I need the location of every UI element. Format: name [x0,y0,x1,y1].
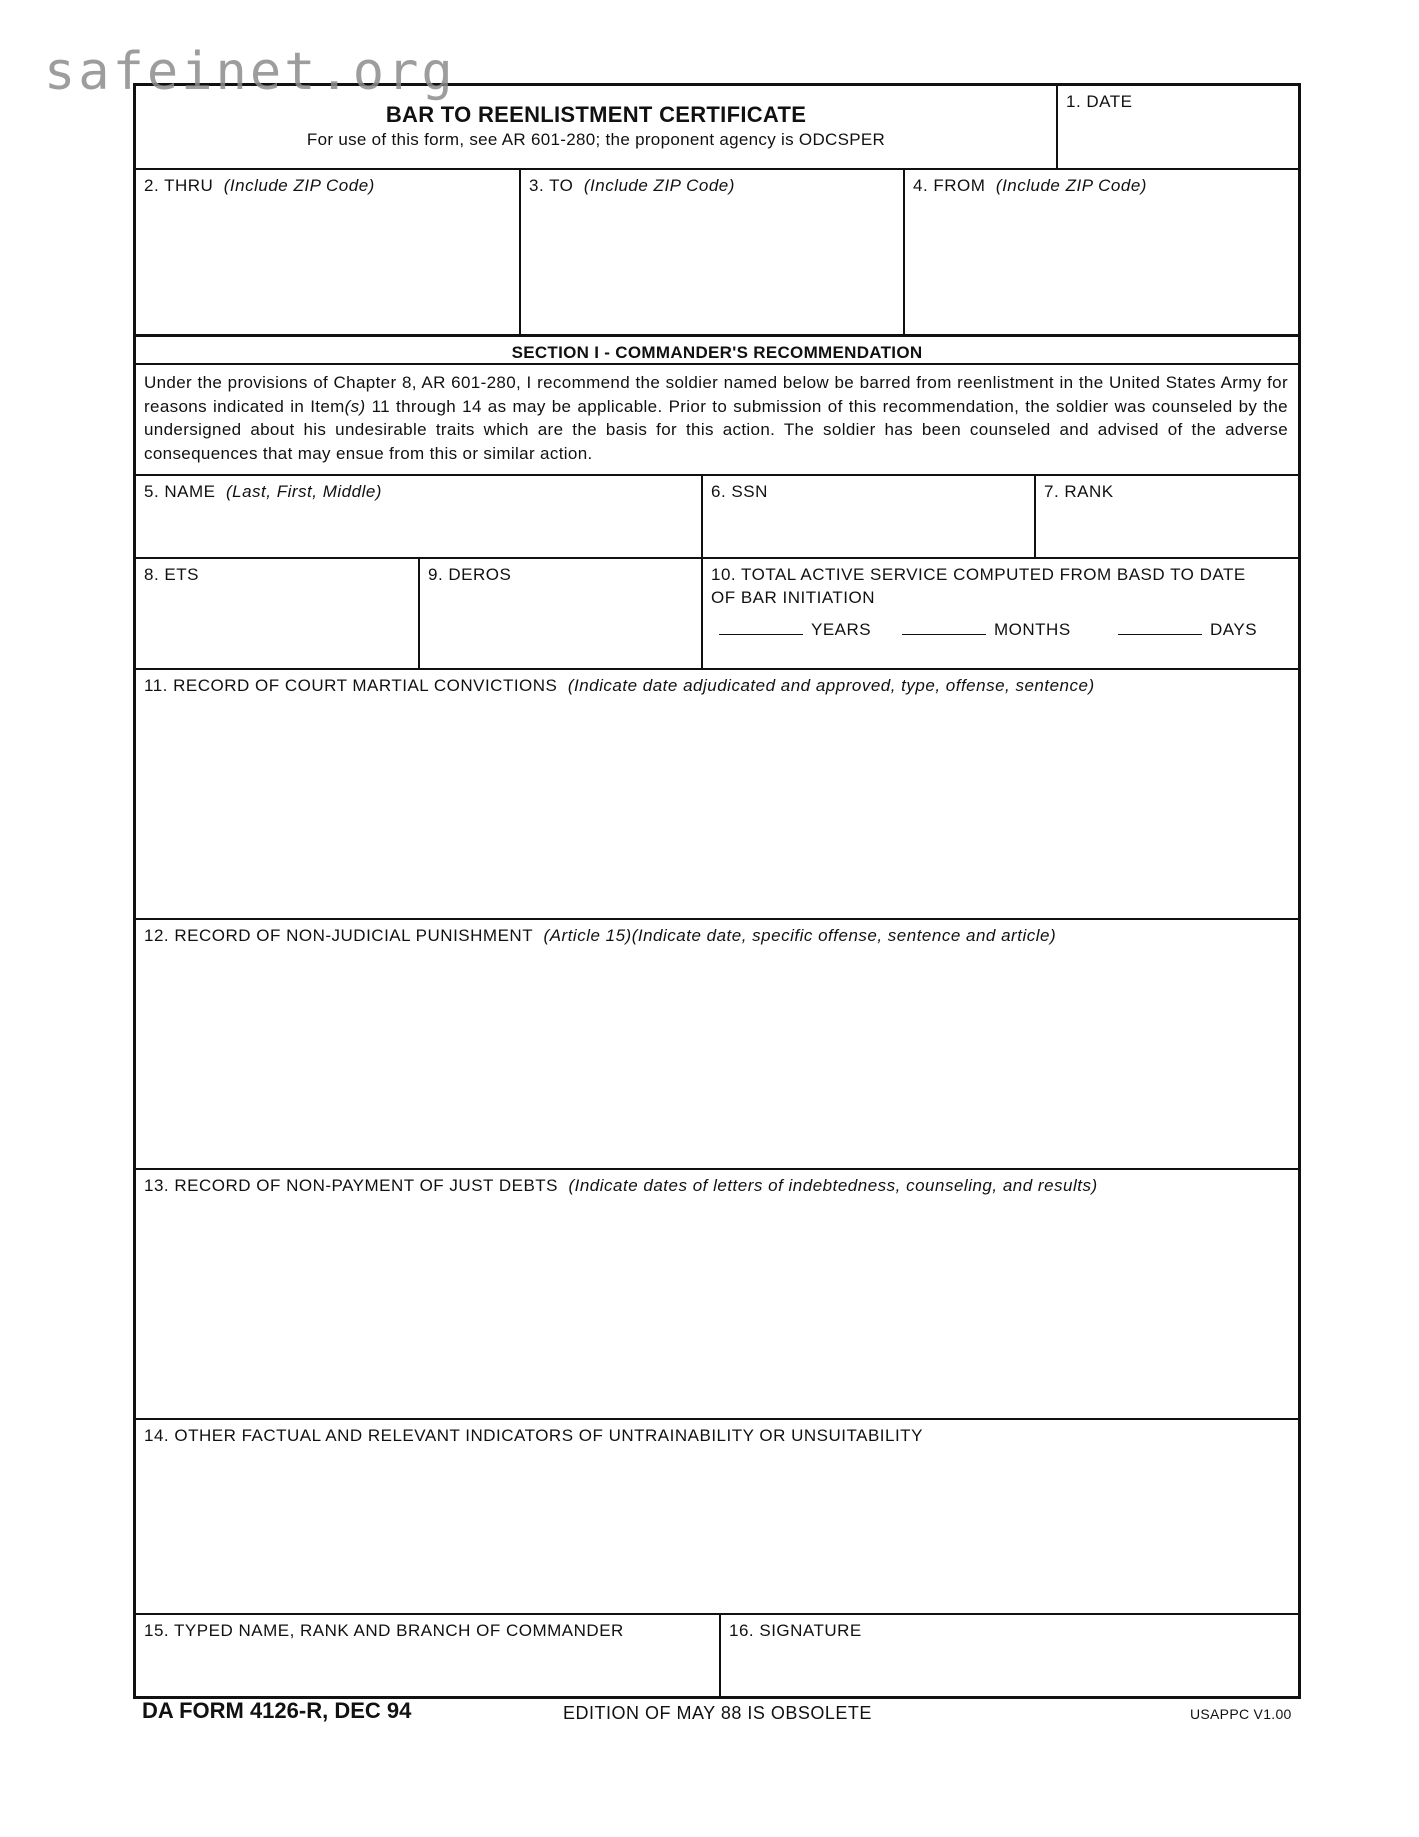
paragraph-part-b: 11 through 14 as may be applicable. Prior to submission of this recommendation, the soldier was counseled by the undersigned about his undesirable traits which are the basis for this action. The soldier has been counseled and advised of the adverse consequences that may ensue from this or similar action. [144,396,1288,463]
commander-name-label: 15. TYPED NAME, RANK AND BRANCH OF COMMANDER [144,1621,624,1640]
signature-field[interactable] [719,1613,1298,1696]
total-service-field[interactable] [701,557,1298,668]
to-hint: (Include ZIP Code) [583,176,735,195]
date-field[interactable] [1056,86,1298,168]
section-1-heading: SECTION I - COMMANDER'S RECOMMENDATION [511,343,923,362]
watermark-text: safeinet.org [44,42,456,102]
name-label: 5. NAME [144,482,216,501]
from-hint: (Include ZIP Code) [995,176,1147,195]
deros-label: 9. DEROS [428,565,512,584]
ets-label: 8. ETS [144,565,199,584]
form-title: BAR TO REENLISTMENT CERTIFICATE [385,102,807,127]
date-label: 1. DATE [1066,92,1133,111]
rank-label: 7. RANK [1044,482,1114,501]
paragraph-plural-marker: (s) [344,396,366,416]
years-entry[interactable] [719,620,871,640]
other-indicators-label: 14. OTHER FACTUAL AND RELEVANT INDICATORS OF UNTRAINABILITY OR UNSUITABILITY [144,1426,923,1445]
signature-label: 16. SIGNATURE [729,1621,862,1640]
section-1-heading-row [136,334,1298,363]
njp-hint: (Article 15)(Indicate date, specific offense, sentence and article) [543,926,1057,945]
commander-name-field[interactable] [136,1613,719,1696]
ssn-field[interactable] [701,474,1034,557]
thru-field[interactable] [136,168,519,334]
months-label: MONTHS [994,620,1071,639]
recommendation-paragraph [144,371,1288,465]
court-martial-hint: (Indicate date adjudicated and approved, type, offense, sentence) [567,676,1095,695]
total-service-label-2: OF BAR INITIATION [711,588,876,607]
version-code: USAPPC V1.00 [1190,1706,1292,1722]
recommendation-statement [136,363,1298,474]
court-martial-label: 11. RECORD OF COURT MARTIAL CONVICTIONS [144,676,558,695]
bar-to-reenlistment-form [133,83,1301,1699]
njp-label: 12. RECORD OF NON-JUDICIAL PUNISHMENT [144,926,534,945]
njp-field[interactable] [136,918,1298,1168]
total-service-label: 10. TOTAL ACTIVE SERVICE COMPUTED FROM BASD TO DATE [711,565,1246,584]
thru-hint: (Include ZIP Code) [223,176,375,195]
form-identifier: DA FORM 4126-R, DEC 94 [142,1698,412,1723]
name-hint: (Last, First, Middle) [225,482,382,501]
rank-field[interactable] [1034,474,1298,557]
ets-field[interactable] [136,557,418,668]
paragraph-part-a: Under the provisions of Chapter 8, AR 601-280, I recommend the soldier named below be barred from reenlistment in the United States Army for reasons indicated in Item [144,373,1288,416]
name-field[interactable] [136,474,701,557]
from-label: 4. FROM [913,176,986,195]
days-entry[interactable] [1118,620,1257,640]
court-martial-field[interactable] [136,668,1298,918]
thru-label: 2. THRU [144,176,214,195]
form-subtitle: For use of this form, see AR 601-280; the proponent agency is ODCSPER [306,130,886,149]
to-field[interactable] [519,168,903,334]
months-entry[interactable] [902,620,1071,640]
days-label: DAYS [1210,620,1258,639]
form-header [136,86,1056,168]
years-label: YEARS [811,620,872,639]
from-field[interactable] [903,168,1298,334]
edition-note: EDITION OF MAY 88 IS OBSOLETE [563,1703,872,1723]
debts-field[interactable] [136,1168,1298,1418]
debts-label: 13. RECORD OF NON-PAYMENT OF JUST DEBTS [144,1176,559,1195]
ssn-label: 6. SSN [711,482,768,501]
debts-hint: (Indicate dates of letters of indebtedness, counseling, and results) [568,1176,1098,1195]
deros-field[interactable] [418,557,701,668]
other-indicators-field[interactable] [136,1418,1298,1613]
to-label: 3. TO [529,176,574,195]
